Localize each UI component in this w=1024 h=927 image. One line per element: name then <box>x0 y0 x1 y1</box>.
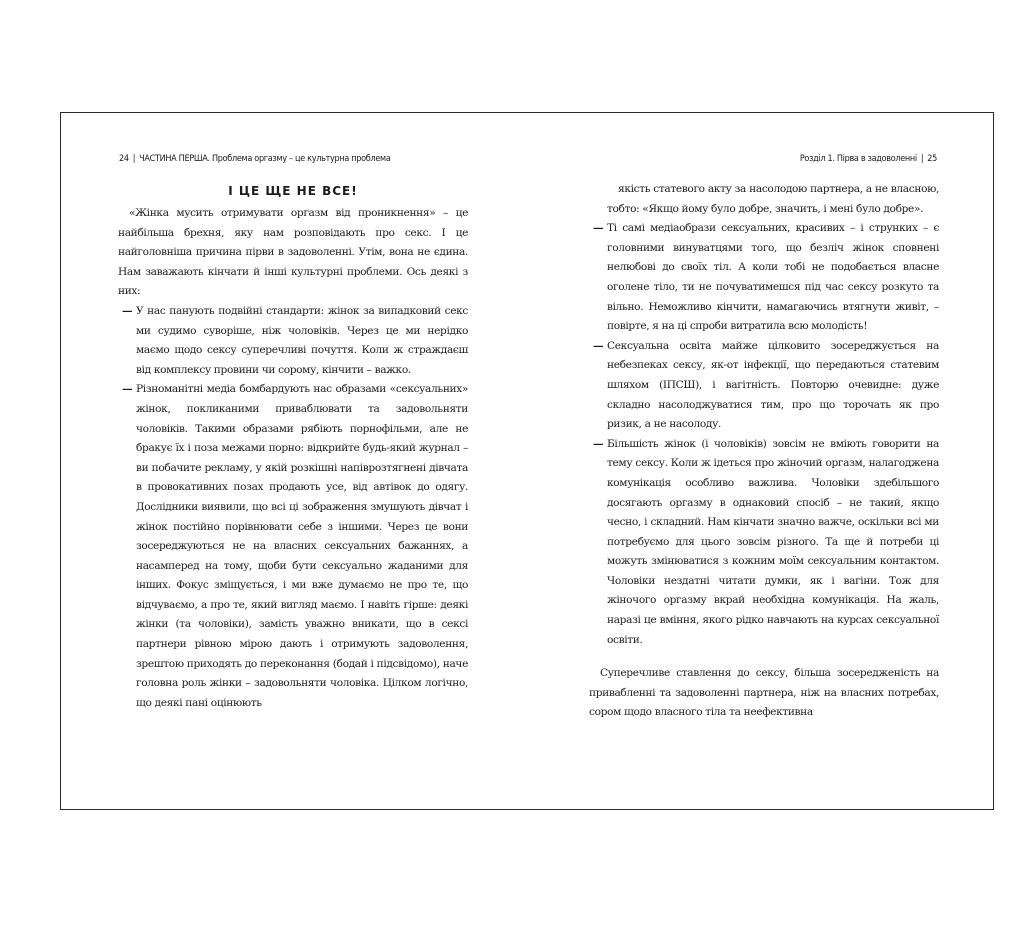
left-text-column <box>118 180 468 713</box>
right-text-column <box>589 180 939 723</box>
closing-paragraph: Суперечливе ставлення до сексу, більша зосередженість на привабленні та задоволенні партнера, ніж на власних потребах, сором щодо власного тіла та неефективна <box>589 667 939 719</box>
list-item: — Більшість жінок (і чоловіків) зовсім не вміють говорити на тему сексу. Коли ж ідеться про жіночий оргазм, налагоджена комунікація особливо важлива. Чоловіки здебільшого досягають оргазму в однаковий спосіб – не такий, якщо чесно, і складний. Нам кінчати значно важче, оскільки всі ми потребуємо для цього зовсім різного. Та ще й потреби ці можуть змінюватися з кожним моїм сексуальним контактом. Чоловіки нездатні читати думки, як і вагіни. Тож для жіночого оргазму вкрай необхідна комунікація. На жаль, наразі це вміння, якого рідко навчають на курсах сексуальної освіти. <box>607 435 939 651</box>
left-page <box>61 113 528 809</box>
list-item: — Сексуальна освіта майже цілковито зосереджується на небезпеках сексу, як-от інфекції, що передаються статевим шляхом (ІПСШ), і вагітність. Повторю очевидне: дуже складно насолоджуватися тим, про що торочать як про ризик, а не насолоду. <box>607 337 939 435</box>
page-number: 24 <box>119 154 129 164</box>
running-head-text: Розділ 1. Пірва в задоволенні <box>799 154 917 164</box>
section-heading: І ЦЕ ЩЕ НЕ ВСЕ! <box>228 184 358 198</box>
list-item: — У нас панують подвійні стандарти: жінок за випадковий секс ми судимо суворіше, ніж чоловіків. Через це ми нерідко маємо щодо сексу суперечливі почуття. Коли ж страждаєш від комплексу провини чи сорому, кінчити – важко. <box>136 302 468 380</box>
bullet-list <box>589 219 939 650</box>
separator: | <box>920 154 924 164</box>
separator: | <box>132 154 136 164</box>
continuation-paragraph: якість статевого акту за насолодою партнера, а не власною, тобто: «Якщо йому було добре, значить, і мені було добре». <box>607 183 939 215</box>
paragraph-gap <box>589 650 939 664</box>
list-item: — Різноманітні медіа бомбардують нас образами «сексуальних» жінок, покликаними приваблювати та задовольняти чоловіків. Такими образами рябіють порнофільми, але не бракує їх і поза межами порно: відкрийте будь-який журнал – ви побачите рекламу, у якій розкішні напіврозтягнені дівчата в провокативних позах продають усе, від автівок до одягу. Дослідники виявили, що всі ці зображення змушують дівчат і жінок постійно порівнювати себе з іншими. Через це вони зосереджуються не на власних сексуальних бажаннях, а насамперед на тому, щоби бути сексуально жаданими для інших. Фокус зміщується, і ми вже думаємо не про те, що відчуваємо, а про те, який вигляд маємо. І навіть гірше: деякі жінки (та чоловіки), замість уважно вникати, що в сексі партнери рівною мірою дають і отримують задоволення, зрештою приходять до переконання (бодай і підсвідомо), наче головна роль жінки – задовольняти чоловіка. Цілком логічно, що деякі пані оцінюють <box>136 380 468 713</box>
bullet-list <box>118 302 468 713</box>
left-running-head <box>119 154 390 164</box>
right-page <box>528 113 995 809</box>
list-item: — Ті самі медіаобрази сексуальних, красивих – і струнких – є головними винуватцями того, що безліч жінок сповнені нелюбові до своїх тіл. А коли тобі не подобається власне оголене тіло, ти не почуватимешся під час сексу розкуто та вільно. Неможливо кінчити, намагаючись втягнути живіт, – повірте, я на ці спроби витратила всю молодість! <box>607 219 939 337</box>
book-spread <box>60 112 994 810</box>
running-head-text: ЧАСТИНА ПЕРША. Проблема оргазму – це культурна проблема <box>139 154 391 164</box>
page-number: 25 <box>927 154 937 164</box>
right-running-head <box>800 154 937 164</box>
intro-paragraph: «Жінка мусить отримувати оргазм від проникнення» – це найбільша брехня, яку нам розповідають про секс. І це найголовніша причина пірви в задоволенні. Утім, вона не єдина. Нам заважають кінчати й інші культурні проблеми. Ось деякі з них: <box>118 207 468 298</box>
